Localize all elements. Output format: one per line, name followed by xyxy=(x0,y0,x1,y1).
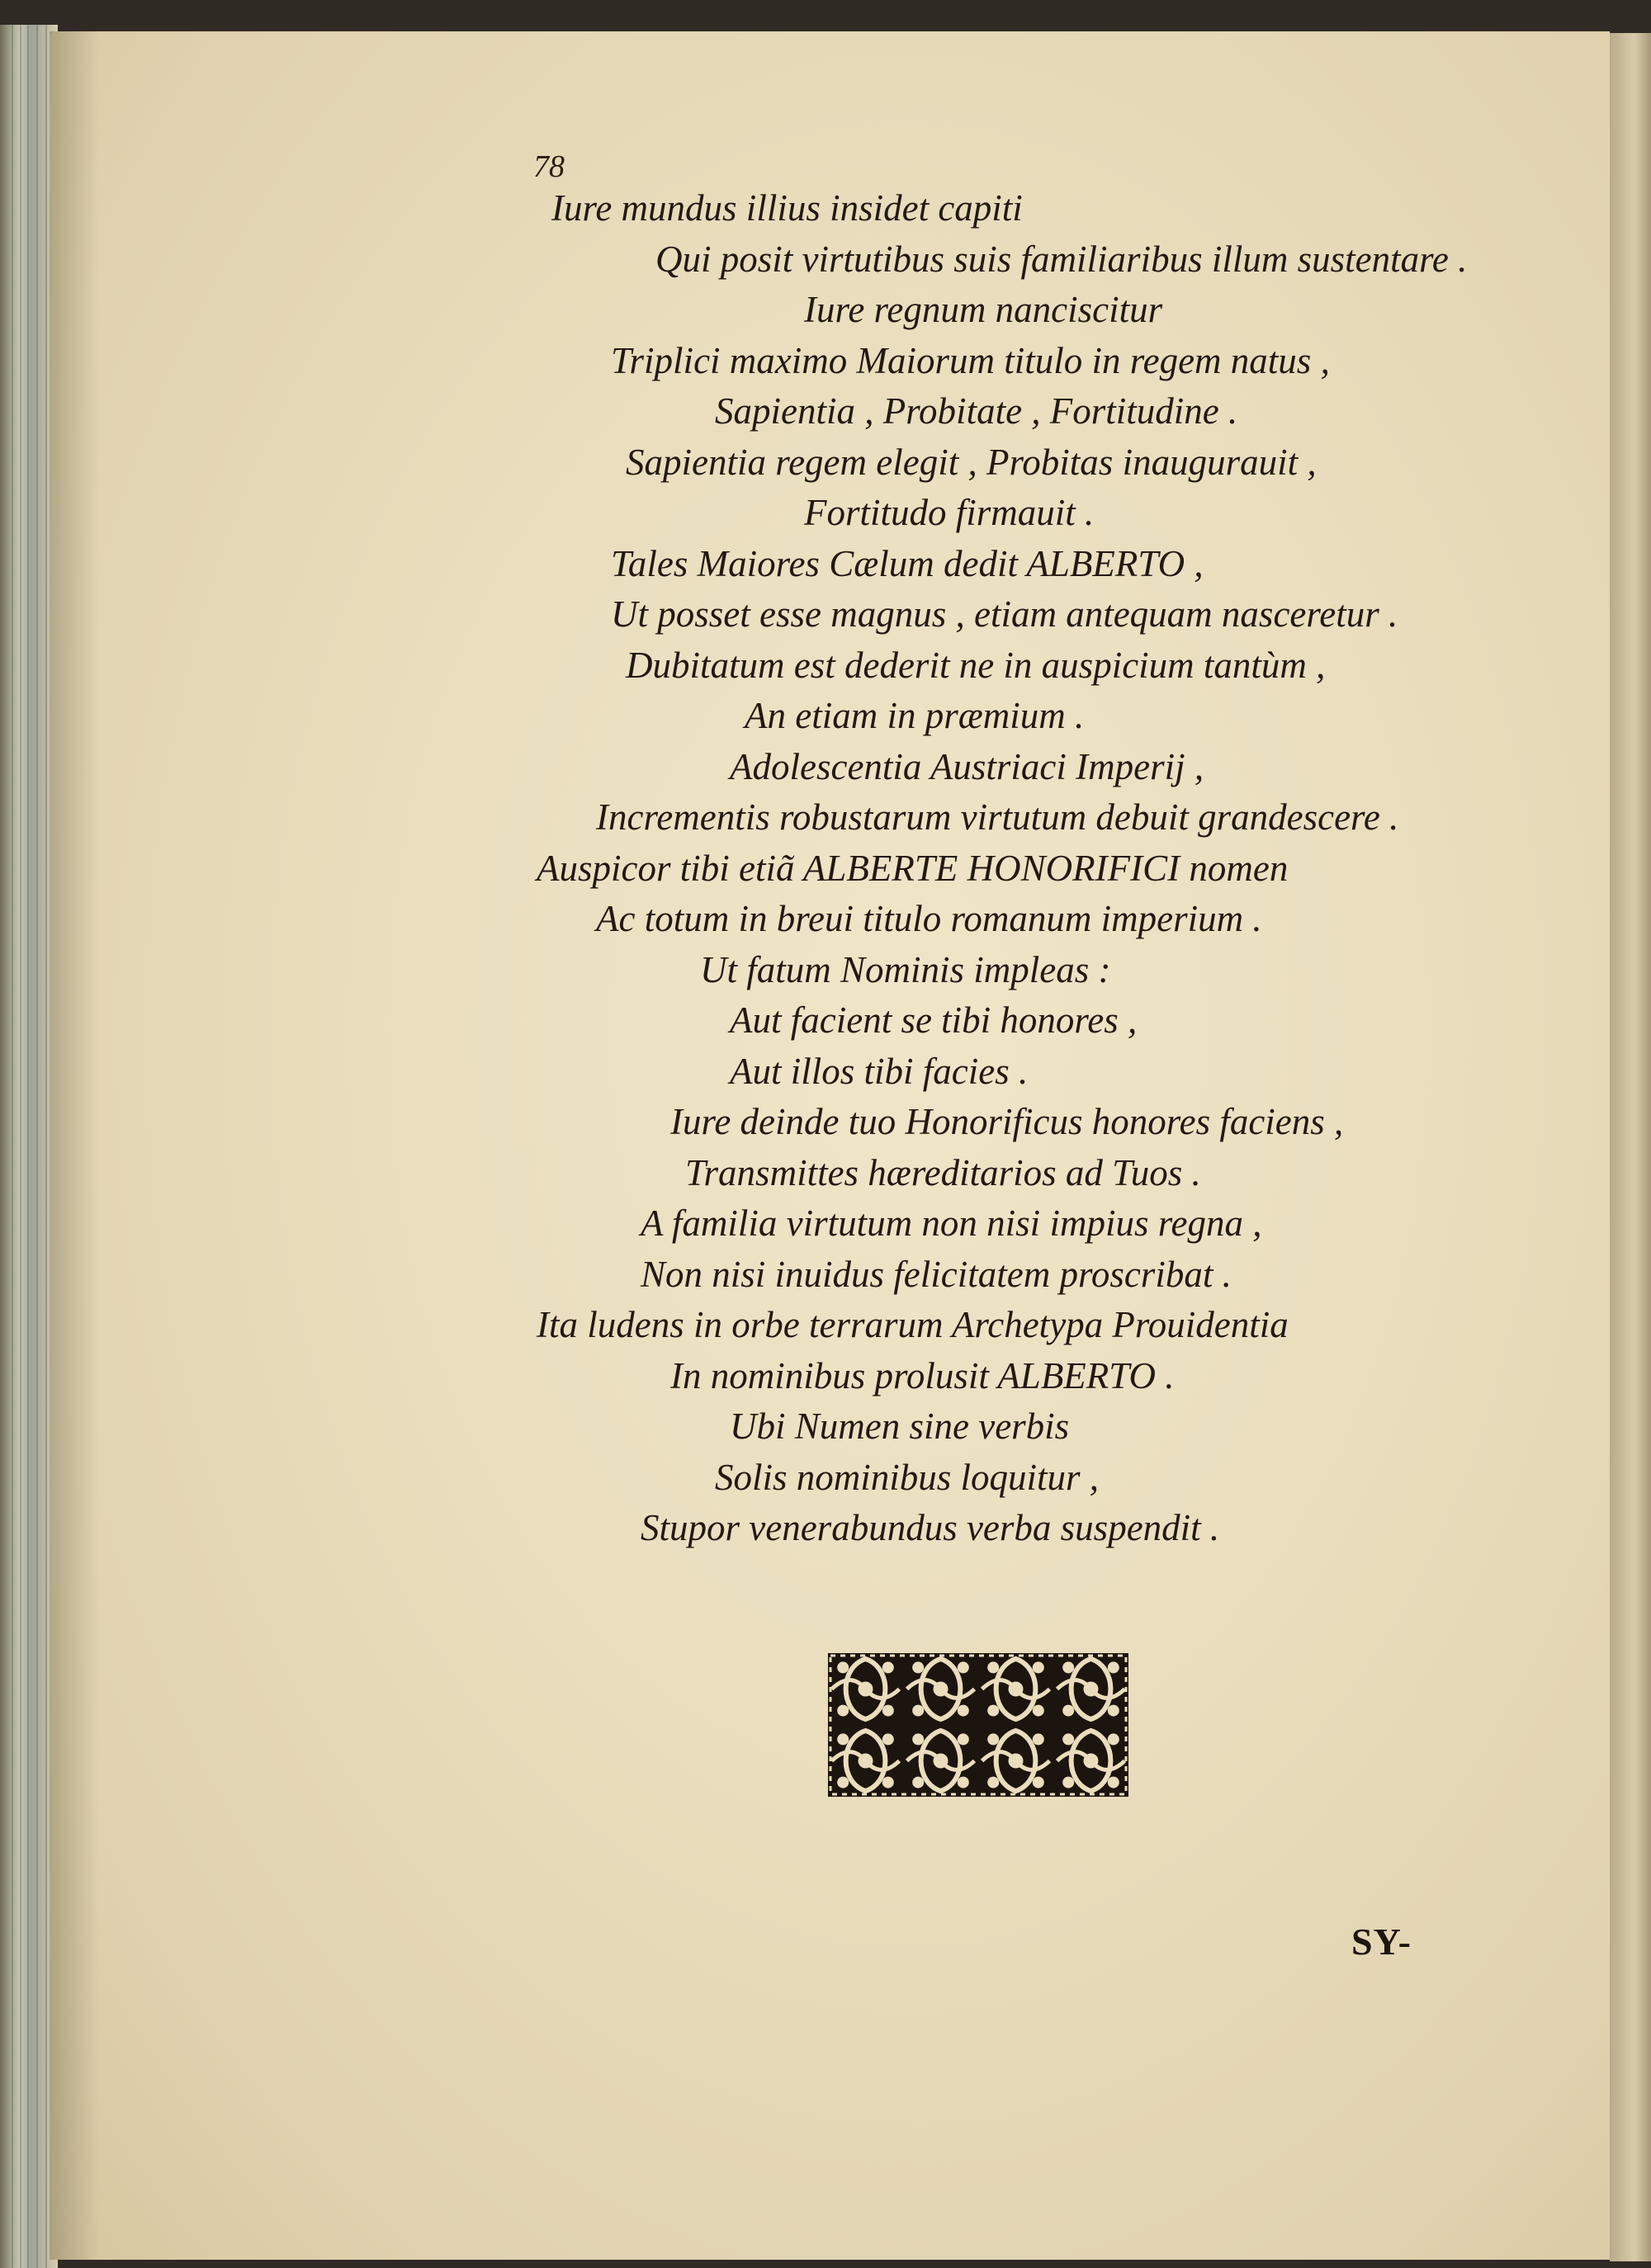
verse-line: Non nisi inuidus felicitatem proscribat . xyxy=(641,1253,1232,1295)
verse-line: Tales Maiores Cælum dedit ALBERTO , xyxy=(611,542,1204,584)
verse-line: Auspicor tibi etiã ALBERTE HONORIFICI nomen xyxy=(537,847,1289,889)
verse-line: Ut posset esse magnus , etiam antequam nasceretur . xyxy=(611,593,1398,635)
verse-line: Aut facient se tibi honores , xyxy=(730,999,1138,1041)
verse-line: Ubi Numen sine verbis xyxy=(730,1406,1070,1447)
verse-line: A familia virtutum non nisi impius regna , xyxy=(641,1203,1262,1244)
verse-line: Transmittes hæreditarios ad Tuos . xyxy=(685,1151,1201,1193)
verse-line: Triplici maximo Maiorum titulo in regem natus , xyxy=(611,339,1330,381)
verse-line: Incrementis robustarum virtutum debuit grandescere . xyxy=(596,796,1399,838)
verse-line: Qui posit virtutibus suis familiaribus illum sustentare . xyxy=(655,238,1468,280)
verse-line: An etiam in præmium . xyxy=(745,695,1085,736)
verse-text xyxy=(462,183,1535,1554)
verse-line: Ac totum in breui titulo romanum imperium . xyxy=(596,898,1262,939)
verse-line: Dubitatum est dederit ne in auspicium tantùm , xyxy=(626,644,1326,686)
woodcut-ornament-icon xyxy=(828,1653,1128,1797)
verse-line: Solis nominibus loquitur , xyxy=(715,1456,1100,1498)
next-leaf-edge xyxy=(1610,33,1651,2261)
verse-line: Ita ludens in orbe terrarum Archetypa Prouidentia xyxy=(537,1304,1289,1345)
verse-line: In nominibus prolusit ALBERTO . xyxy=(670,1354,1175,1396)
page-shadow xyxy=(50,31,99,2260)
verse-line: Sapientia regem elegit , Probitas inaugurauit , xyxy=(626,441,1317,483)
verse-line: Iure mundus illius insidet capiti xyxy=(551,187,1023,229)
page-number: 78 xyxy=(533,149,565,184)
verse-line: Aut illos tibi facies . xyxy=(730,1050,1029,1092)
verse-line: Iure deinde tuo Honorificus honores faciens , xyxy=(670,1101,1344,1142)
verse-line: Fortitudo firmauit . xyxy=(804,492,1095,533)
verse-line: Stupor venerabundus verba suspendit . xyxy=(641,1507,1220,1548)
verse-line: Sapientia , Probitate , Fortitudine . xyxy=(715,390,1238,432)
verse-line: Ut fatum Nominis impleas : xyxy=(700,948,1111,990)
verse-line: Iure regnum nanciscitur xyxy=(804,289,1163,330)
catchword: SY- xyxy=(1351,1921,1412,1963)
verse-line: Adolescentia Austriaci Imperij , xyxy=(730,745,1204,787)
